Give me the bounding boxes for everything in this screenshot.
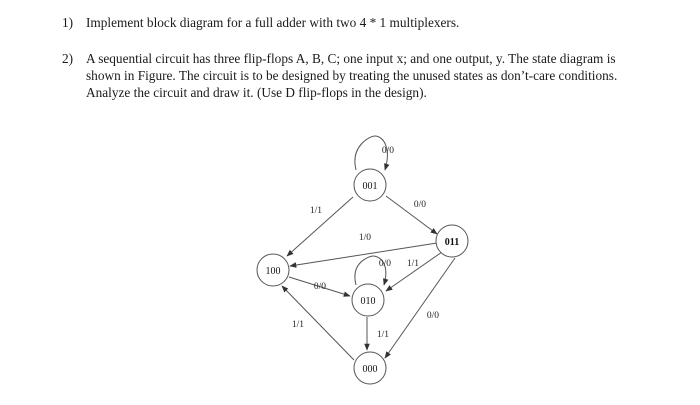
label-010-self: 0/0: [378, 259, 392, 269]
state-011-label: 011: [444, 237, 460, 248]
question-2-line-2: shown in Figure. The circuit is to be designed by treating the unused states as don’t-care conditions.: [86, 68, 618, 83]
label-001-self: 0/0: [381, 146, 395, 156]
label-001-011: 0/0: [413, 200, 427, 210]
question-1-text: Implement block diagram for a full adder with two 4 * 1 multiplexers.: [86, 15, 460, 30]
label-011-010: 1/1: [406, 259, 420, 269]
question-1-number: 1): [62, 15, 74, 30]
label-000-100: 1/1: [291, 320, 305, 330]
edge-001-011: [386, 196, 437, 234]
state-010-label: 010: [360, 296, 376, 307]
question-2-line-3: Analyze the circuit and draw it. (Use D flip-flops in the design).: [86, 85, 427, 100]
edge-011-010: [386, 252, 442, 291]
label-001-100: 1/1: [309, 206, 323, 216]
question-2-line-1: A sequential circuit has three flip-flops A, B, C; one input x; and one output, y. The state diagram is: [86, 51, 616, 66]
state-001-label: 001: [362, 181, 378, 192]
state-100-label: 100: [265, 266, 281, 277]
edge-011-000: [385, 258, 455, 358]
label-011-000: 0/0: [426, 311, 440, 321]
question-2-number: 2): [62, 51, 74, 66]
label-100-010: 0/0: [313, 282, 327, 292]
state-000-label: 000: [362, 364, 378, 375]
label-010-000: 1/1: [376, 330, 390, 340]
label-011-100: 1/0: [358, 233, 372, 243]
